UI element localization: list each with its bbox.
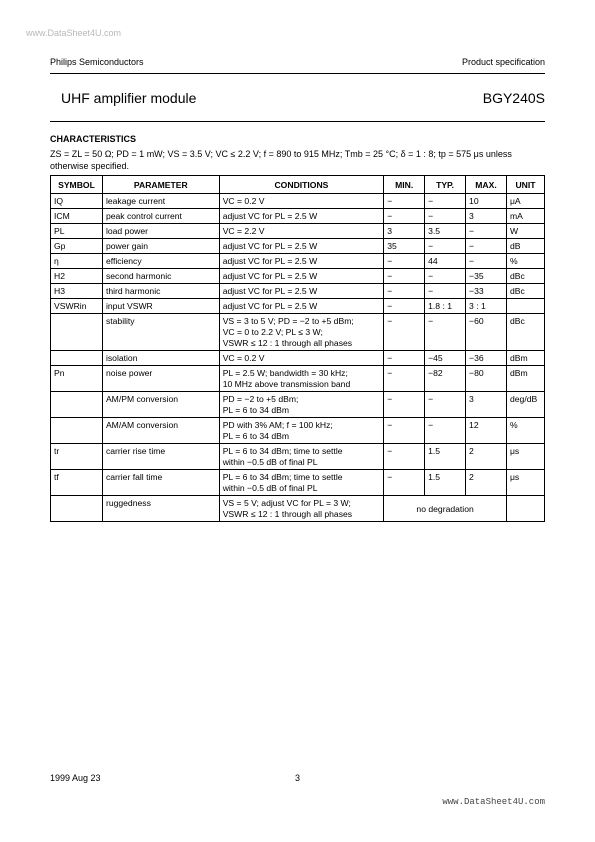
- cell-symbol: H3: [51, 284, 103, 299]
- condition-line: adjust VC for PL = 2.5 W: [222, 256, 318, 266]
- cell-parameter: isolation: [102, 351, 219, 366]
- cell-symbol: η: [51, 254, 103, 269]
- condition-line: PL = 2.5 W; bandwidth = 30 kHz;: [222, 368, 348, 378]
- cell-conditions: [219, 269, 384, 284]
- table-row: [51, 470, 545, 496]
- cell-parameter: input VSWR: [102, 299, 219, 314]
- cell-conditions: [219, 194, 384, 209]
- cell-parameter: AM/PM conversion: [102, 392, 219, 418]
- cell-max: 10: [466, 194, 507, 209]
- footer-page-number: 3: [295, 773, 301, 783]
- cell-typ: 44: [425, 254, 466, 269]
- cell-typ: −82: [425, 366, 466, 392]
- condition-line: VC = 0.2 V: [222, 196, 265, 206]
- col-header-parameter: PARAMETER: [102, 176, 219, 194]
- cell-conditions: [219, 209, 384, 224]
- condition-line: within −0.5 dB of final PL: [222, 457, 318, 467]
- table-row: [51, 366, 545, 392]
- cell-typ: −: [425, 209, 466, 224]
- condition-line: VSWR ≤ 12 : 1 through all phases: [222, 509, 353, 519]
- cell-unit: [506, 496, 544, 522]
- cell-parameter: noise power: [102, 366, 219, 392]
- col-header-conditions: CONDITIONS: [219, 176, 384, 194]
- table-row: [51, 418, 545, 444]
- cell-unit: dBm: [506, 366, 544, 392]
- cell-unit: %: [506, 418, 544, 444]
- col-header-max: MAX.: [466, 176, 507, 194]
- cell-max: −: [466, 254, 507, 269]
- condition-line: adjust VC for PL = 2.5 W: [222, 241, 318, 251]
- table-row: [51, 284, 545, 299]
- cell-conditions: [219, 418, 384, 444]
- cell-unit: dBm: [506, 351, 544, 366]
- cell-result: no degradation: [384, 496, 507, 522]
- condition-line: PL = 6 to 34 dBm; time to settle: [222, 472, 343, 482]
- cell-typ: −45: [425, 351, 466, 366]
- cell-min: −: [384, 269, 425, 284]
- condition-line: VC = 0 to 2.2 V; PL ≤ 3 W;: [222, 327, 323, 337]
- cell-typ: 3.5: [425, 224, 466, 239]
- cell-min: −: [384, 470, 425, 496]
- cell-symbol: tr: [51, 444, 103, 470]
- cell-typ: 1.5: [425, 444, 466, 470]
- cell-typ: −: [425, 239, 466, 254]
- cell-unit: [506, 299, 544, 314]
- cell-symbol: VSWRin: [51, 299, 103, 314]
- watermark-bottom: www.DataSheet4U.com: [442, 797, 545, 807]
- cell-parameter: load power: [102, 224, 219, 239]
- cell-min: −: [384, 418, 425, 444]
- cell-parameter: third harmonic: [102, 284, 219, 299]
- cell-typ: −: [425, 284, 466, 299]
- cell-symbol: Gp: [51, 239, 103, 254]
- table-row: [51, 314, 545, 351]
- header-rule: [50, 73, 545, 74]
- cell-conditions: [219, 314, 384, 351]
- cell-conditions: [219, 392, 384, 418]
- cell-max: −36: [466, 351, 507, 366]
- table-row: [51, 194, 545, 209]
- cell-symbol: [51, 418, 103, 444]
- title-rule: [50, 121, 545, 122]
- cell-parameter: ruggedness: [102, 496, 219, 522]
- table-row: [51, 254, 545, 269]
- table-header-row: [51, 176, 545, 194]
- condition-line: adjust VC for PL = 2.5 W: [222, 271, 318, 281]
- cell-parameter: carrier rise time: [102, 444, 219, 470]
- cell-max: −: [466, 239, 507, 254]
- condition-line: VC = 2.2 V: [222, 226, 265, 236]
- cell-typ: 1.8 : 1: [425, 299, 466, 314]
- cell-conditions: [219, 351, 384, 366]
- cell-symbol: ICM: [51, 209, 103, 224]
- table-row: [51, 239, 545, 254]
- cell-min: −: [384, 254, 425, 269]
- cell-typ: 1.5: [425, 470, 466, 496]
- conditions-line-2: otherwise specified.: [50, 161, 130, 171]
- product-title: UHF amplifier module: [61, 90, 197, 106]
- table-row: [51, 392, 545, 418]
- table-row: [51, 209, 545, 224]
- cell-min: −: [384, 444, 425, 470]
- cell-symbol: IQ: [51, 194, 103, 209]
- cell-max: −35: [466, 269, 507, 284]
- cell-min: −: [384, 351, 425, 366]
- test-conditions: [50, 148, 545, 172]
- condition-line: adjust VC for PL = 2.5 W: [222, 286, 318, 296]
- cell-max: 2: [466, 470, 507, 496]
- cell-conditions: [219, 470, 384, 496]
- cell-parameter: stability: [102, 314, 219, 351]
- condition-line: adjust VC for PL = 2.5 W: [222, 301, 318, 311]
- cell-conditions: [219, 299, 384, 314]
- cell-max: −: [466, 224, 507, 239]
- cell-symbol: Pn: [51, 366, 103, 392]
- cell-min: −: [384, 194, 425, 209]
- cell-unit: μs: [506, 444, 544, 470]
- cell-symbol: [51, 314, 103, 351]
- condition-line: PD = −2 to +5 dBm;: [222, 394, 299, 404]
- cell-symbol: [51, 496, 103, 522]
- cell-conditions: [219, 366, 384, 392]
- cell-parameter: power gain: [102, 239, 219, 254]
- cell-min: −: [384, 392, 425, 418]
- col-header-unit: UNIT: [506, 176, 544, 194]
- cell-typ: −: [425, 314, 466, 351]
- cell-max: 3: [466, 209, 507, 224]
- cell-parameter: efficiency: [102, 254, 219, 269]
- cell-max: −33: [466, 284, 507, 299]
- section-heading: CHARACTERISTICS: [50, 134, 137, 144]
- condition-line: 10 MHz above transmission band: [222, 379, 351, 389]
- cell-conditions: [219, 254, 384, 269]
- condition-line: VSWR ≤ 12 : 1 through all phases: [222, 338, 353, 348]
- cell-min: −: [384, 366, 425, 392]
- cell-conditions: [219, 444, 384, 470]
- cell-typ: −: [425, 194, 466, 209]
- cell-parameter: peak control current: [102, 209, 219, 224]
- cell-max: 3: [466, 392, 507, 418]
- cell-parameter: leakage current: [102, 194, 219, 209]
- col-header-symbol: SYMBOL: [51, 176, 103, 194]
- conditions-line-1: ZS = ZL = 50 Ω; PD = 1 mW; VS = 3.5 V; VC ≤ 2.2 V; f = 890 to 915 MHz; Tmb = 25 °C; δ = 1 : 8; tp = 575 μs unless: [50, 149, 512, 159]
- cell-conditions: [219, 496, 384, 522]
- cell-symbol: PL: [51, 224, 103, 239]
- table-row: [51, 444, 545, 470]
- cell-symbol: tf: [51, 470, 103, 496]
- cell-typ: −: [425, 418, 466, 444]
- cell-unit: dB: [506, 239, 544, 254]
- header-doc-type: Product specification: [461, 57, 545, 67]
- footer-date: 1999 Aug 23: [50, 773, 101, 783]
- cell-symbol: H2: [51, 269, 103, 284]
- cell-parameter: AM/AM conversion: [102, 418, 219, 444]
- cell-symbol: [51, 392, 103, 418]
- cell-min: 35: [384, 239, 425, 254]
- watermark-top: www.DataSheet4U.com: [26, 28, 122, 38]
- condition-line: VC = 0.2 V: [222, 353, 265, 363]
- cell-max: 3 : 1: [466, 299, 507, 314]
- table-row: [51, 299, 545, 314]
- cell-min: −: [384, 284, 425, 299]
- cell-min: −: [384, 299, 425, 314]
- cell-unit: deg/dB: [506, 392, 544, 418]
- header-company: Philips Semiconductors: [50, 57, 144, 67]
- cell-conditions: [219, 224, 384, 239]
- cell-min: −: [384, 314, 425, 351]
- condition-line: within −0.5 dB of final PL: [222, 483, 318, 493]
- cell-max: −60: [466, 314, 507, 351]
- cell-min: −: [384, 209, 425, 224]
- cell-unit: dBc: [506, 284, 544, 299]
- table-row-ruggedness: [51, 496, 545, 522]
- cell-conditions: [219, 239, 384, 254]
- characteristics-table: [50, 175, 545, 522]
- condition-line: PL = 6 to 34 dBm; time to settle: [222, 446, 343, 456]
- cell-parameter: carrier fall time: [102, 470, 219, 496]
- cell-unit: dBc: [506, 269, 544, 284]
- cell-unit: μs: [506, 470, 544, 496]
- condition-line: PL = 6 to 34 dBm: [222, 431, 290, 441]
- condition-line: adjust VC for PL = 2.5 W: [222, 211, 318, 221]
- cell-unit: W: [506, 224, 544, 239]
- condition-line: VS = 3 to 5 V; PD = −2 to +5 dBm;: [222, 316, 354, 326]
- part-number: BGY240S: [482, 90, 545, 106]
- condition-line: PD with 3% AM; f = 100 kHz;: [222, 420, 333, 430]
- condition-line: VS = 5 V; adjust VC for PL = 3 W;: [222, 498, 351, 508]
- cell-conditions: [219, 284, 384, 299]
- table-row: [51, 269, 545, 284]
- cell-max: 12: [466, 418, 507, 444]
- cell-min: 3: [384, 224, 425, 239]
- cell-unit: μA: [506, 194, 544, 209]
- cell-max: 2: [466, 444, 507, 470]
- cell-typ: −: [425, 392, 466, 418]
- cell-max: −80: [466, 366, 507, 392]
- cell-unit: mA: [506, 209, 544, 224]
- table-row: [51, 224, 545, 239]
- cell-symbol: [51, 351, 103, 366]
- cell-typ: −: [425, 269, 466, 284]
- cell-unit: %: [506, 254, 544, 269]
- condition-line: PL = 6 to 34 dBm: [222, 405, 290, 415]
- table-row: [51, 351, 545, 366]
- col-header-typ: TYP.: [425, 176, 466, 194]
- col-header-min: MIN.: [384, 176, 425, 194]
- cell-parameter: second harmonic: [102, 269, 219, 284]
- cell-unit: dBc: [506, 314, 544, 351]
